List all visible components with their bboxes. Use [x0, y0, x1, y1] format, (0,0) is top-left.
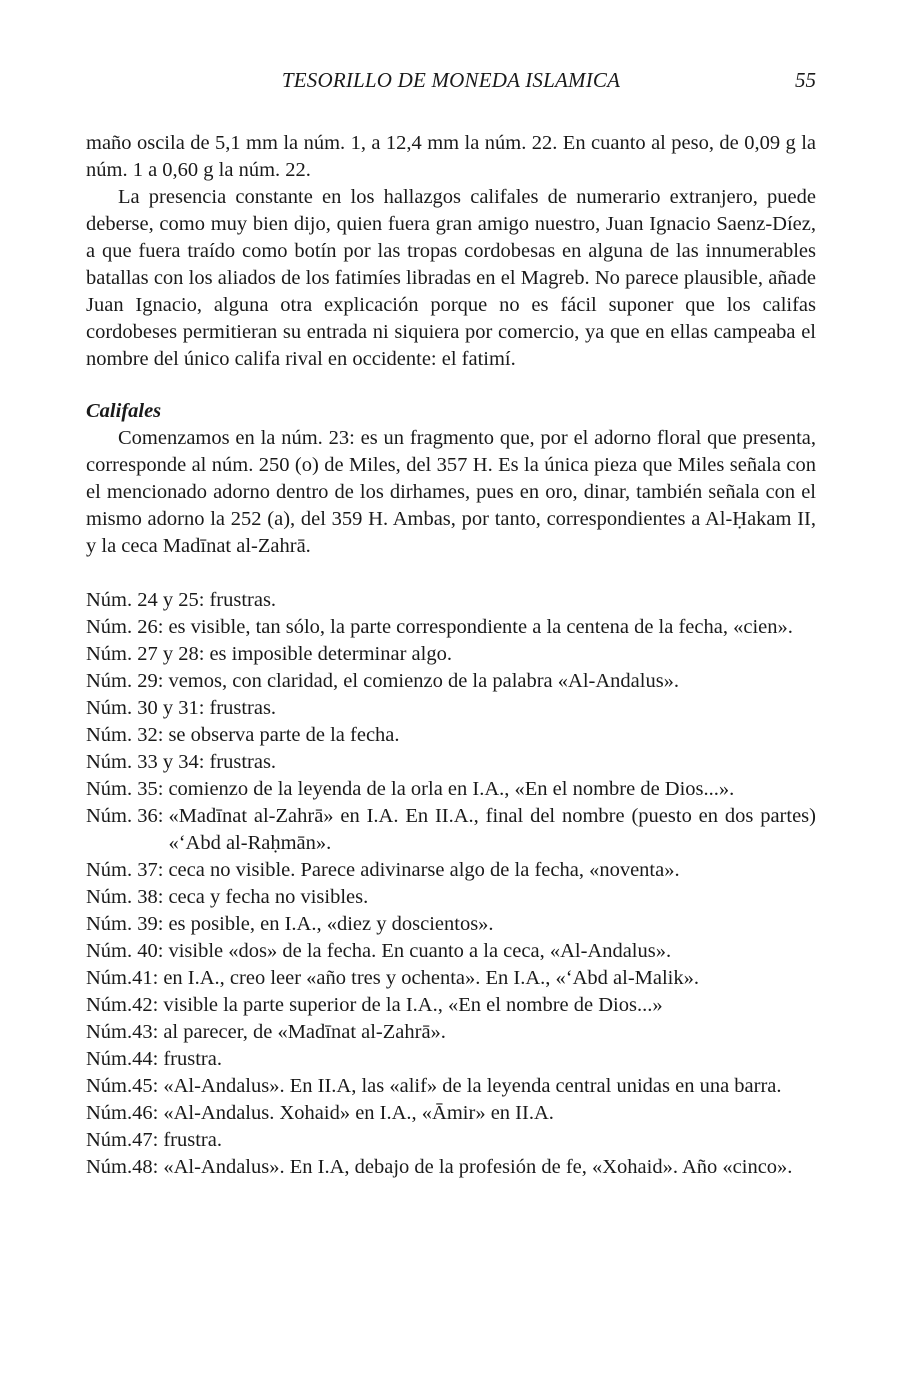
page-number: 55: [795, 68, 816, 92]
coin-entry: [86, 1100, 816, 1127]
coin-entry: [86, 911, 816, 938]
coin-entry: [86, 1073, 816, 1100]
coin-entry-label: Núm. 38:: [86, 886, 164, 908]
coin-entry-text: es posible, en I.A., «diez y doscientos».: [168, 913, 494, 935]
coin-entry-label: Núm.43:: [86, 1021, 159, 1043]
coin-entry-label: Núm. 36:: [86, 805, 164, 827]
coin-entry-text: «Al-Andalus». En I.A, debajo de la profesión de fe, «Xohaid». Año «cinco».: [163, 1156, 793, 1178]
coin-entry: [86, 938, 816, 965]
coin-entry-text: en I.A., creo leer «año tres y ochenta». En I.A., «‘Abd al-Malik».: [163, 967, 699, 989]
coin-entry: [86, 614, 816, 641]
coin-entry: [86, 722, 816, 749]
coin-entry-text: es imposible determinar algo.: [209, 643, 452, 665]
coin-entry: [86, 668, 816, 695]
coin-entry: [86, 1046, 816, 1073]
coin-entry-text: «Madīnat al-Zahrā» en I.A. En II.A., final del nombre (puesto en dos partes) «‘Abd al-Raḥmān».: [168, 805, 816, 854]
coin-entry-text: es visible, tan sólo, la parte correspondiente a la centena de la fecha, «cien».: [168, 616, 793, 638]
section-intro-paragraph: Comenzamos en la núm. 23: es un fragmento que, por el adorno floral que presenta, corresponde al núm. 250 (o) de Miles, del 357 H. Es la única pieza que Miles señala con el mencionado adorno dentro de los dirhames, pues en oro, dinar, también señala con el mismo adorno la 252 (a), del 359 H. Ambas, por tanto, correspondientes a Al-Ḥakam II, y la ceca Madīnat al-Zahrā.: [86, 427, 816, 557]
coin-entry-label: Núm.44:: [86, 1048, 159, 1070]
section-heading-califales: Califales: [86, 400, 162, 422]
coin-entry: [86, 749, 816, 776]
running-header: [86, 68, 816, 98]
coin-entry-label: Núm.46:: [86, 1102, 159, 1124]
coin-entry-label: Núm. 33 y 34:: [86, 751, 205, 773]
paragraph-continuation: maño oscila de 5,1 mm la núm. 1, a 12,4 mm la núm. 22. En cuanto al peso, de 0,09 g la núm. 1 a 0,60 g la núm. 22.: [86, 132, 816, 181]
coin-entry: [86, 695, 816, 722]
coin-entry-label: Núm. 40:: [86, 940, 164, 962]
coin-entry: [86, 1127, 816, 1154]
coin-entry: [86, 884, 816, 911]
coin-entry-label: Núm. 37:: [86, 859, 164, 881]
coin-entry: [86, 776, 816, 803]
coin-entry-label: Núm.41:: [86, 967, 159, 989]
coin-entry-text: al parecer, de «Madīnat al-Zahrā».: [163, 1021, 446, 1043]
coin-entry-text: ceca no visible. Parece adivinarse algo de la fecha, «noventa».: [168, 859, 680, 881]
coin-entry: [86, 1154, 816, 1181]
coin-entry-label: Núm. 30 y 31:: [86, 697, 205, 719]
coin-entry-text: frustras.: [209, 751, 277, 773]
coin-entry-text: se observa parte de la fecha.: [168, 724, 400, 746]
body-text: [86, 130, 816, 1181]
coin-entries-list: [86, 587, 816, 1181]
coin-entry-text: comienzo de la leyenda de la orla en I.A., «En el nombre de Dios...».: [168, 778, 735, 800]
coin-entry: [86, 965, 816, 992]
coin-entry-text: frustra.: [163, 1048, 222, 1070]
coin-entry: [86, 992, 816, 1019]
coin-entry-label: Núm.48:: [86, 1156, 159, 1178]
coin-entry-label: Núm. 32:: [86, 724, 164, 746]
coin-entry: [86, 1019, 816, 1046]
coin-entry-label: Núm. 26:: [86, 616, 164, 638]
coin-entry-label: Núm. 27 y 28:: [86, 643, 205, 665]
coin-entry-text: frustras.: [209, 589, 277, 611]
coin-entry: [86, 587, 816, 614]
coin-entry-label: Núm.45:: [86, 1075, 159, 1097]
coin-entry-text: frustra.: [163, 1129, 222, 1151]
coin-entry-label: Núm.42:: [86, 994, 159, 1016]
coin-entry-label: Núm. 39:: [86, 913, 164, 935]
running-title: TESORILLO DE MONEDA ISLAMICA: [281, 68, 621, 92]
coin-entry-label: Núm.47:: [86, 1129, 159, 1151]
coin-entry-text: «Al-Andalus. Xohaid» en I.A., «Āmir» en II.A.: [163, 1102, 554, 1124]
coin-entry-text: visible la parte superior de la I.A., «En el nombre de Dios...»: [163, 994, 663, 1016]
coin-entry: [86, 641, 816, 668]
coin-entry-text: vemos, con claridad, el comienzo de la palabra «Al-Andalus».: [168, 670, 680, 692]
coin-entry-text: frustras.: [209, 697, 277, 719]
coin-entry-label: Núm. 29:: [86, 670, 164, 692]
coin-entry: [86, 857, 816, 884]
coin-entry-text: visible «dos» de la fecha. En cuanto a la ceca, «Al-Andalus».: [168, 940, 672, 962]
paragraph-foreign-coinage: La presencia constante en los hallazgos califales de numerario extranjero, puede deberse, como muy bien dijo, quien fuera gran amigo nuestro, Juan Ignacio Saenz-Díez, a que fuera traído como botín por las tropas cordobesas en alguna de las innumerables batallas con los aliados de los fatimíes libradas en el Magreb. No parece plausible, añade Juan Ignacio, alguna otra explicación porque no es fácil suponer que los califas cordobeses permitieran su entrada ni siquiera por comercio, ya que en ellas campeaba el nombre del único califa rival en occidente: el fatimí.: [86, 186, 816, 370]
coin-entry: [86, 803, 816, 857]
coin-entry-text: «Al-Andalus». En II.A, las «alif» de la leyenda central unidas en una barra.: [163, 1075, 782, 1097]
coin-entry-label: Núm. 24 y 25:: [86, 589, 205, 611]
coin-entry-text: ceca y fecha no visibles.: [168, 886, 369, 908]
coin-entry-label: Núm. 35:: [86, 778, 164, 800]
